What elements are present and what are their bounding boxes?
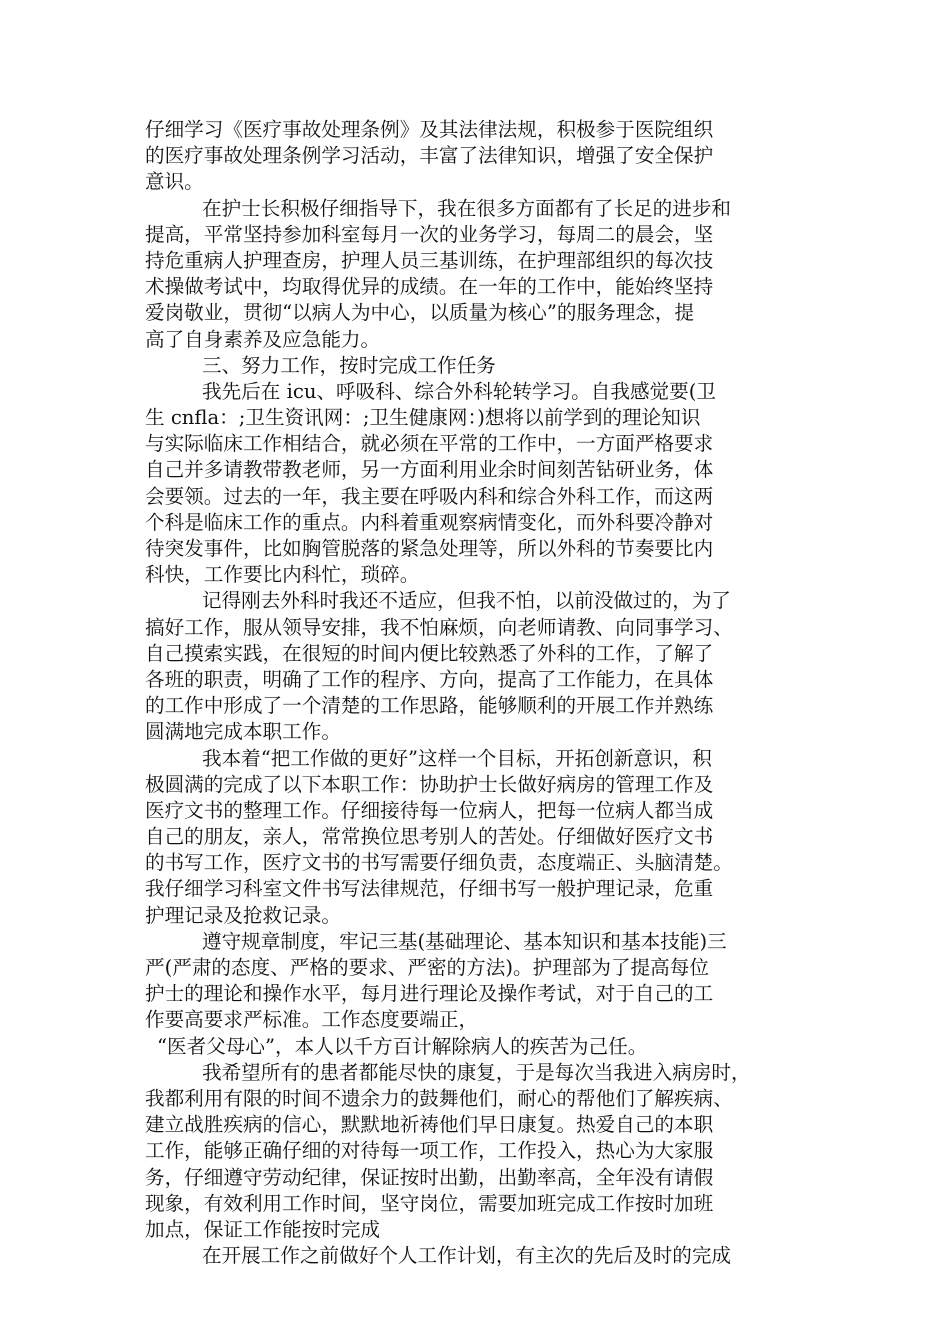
text-line: 建立战胜疾病的信心，默默地祈祷他们早日康复。热爱自己的本职 <box>145 1113 714 1137</box>
text-line: 作要高要求严标准。工作态度要端正， <box>145 1008 479 1032</box>
text-line: “医者父母心”，本人以千方百计解除病人的疾苦为己任。 <box>157 1034 648 1058</box>
text-line: 自己摸索实践，在很短的时间内便比较熟悉了外科的工作，了解了 <box>145 641 714 665</box>
text-line: 我仔细学习科室文件书写法律规范，仔细书写一般护理记录，危重 <box>145 877 714 901</box>
text-line: 自己并多请教带教老师，另一方面利用业余时间刻苦钻研业务，体 <box>145 458 714 482</box>
text-line: 我先后在 icu、呼吸科、综合外科轮转学习。自我感觉要(卫 <box>202 379 716 403</box>
text-line: 我本着“把工作做的更好”这样一个目标，开拓创新意识，积 <box>202 746 712 770</box>
text-line: 三、努力工作，按时完成工作任务 <box>202 353 496 377</box>
text-line: 爱岗敬业，贯彻“以病人为中心，以质量为核心”的服务理念，提 <box>145 301 695 325</box>
text-line: 我都利用有限的时间不遗余力的鼓舞他们，耐心的帮他们了解疾病、 <box>145 1086 733 1110</box>
text-line: 医疗文书的整理工作。仔细接待每一位病人，把每一位病人都当成 <box>145 798 714 822</box>
text-line: 护理记录及抢救记录。 <box>145 903 341 927</box>
text-line: 科快，工作要比内科忙，琐碎。 <box>145 563 420 587</box>
text-line: 的书写工作，医疗文书的书写需要仔细负责，态度端正、头脑清楚。 <box>145 851 733 875</box>
text-line: 生 cnfla：;卫生资讯网：;卫生健康网：)想将以前学到的理论知识 <box>145 406 701 430</box>
text-line: 意识。 <box>145 170 204 194</box>
text-line: 持危重病人护理查房，护理人员三基训练，在护理部组织的每次技 <box>145 248 714 272</box>
text-line: 现象，有效利用工作时间，坚守岗位，需要加班完成工作按时加班 <box>145 1191 714 1215</box>
text-line: 极圆满的完成了以下本职工作：协助护士长做好病房的管理工作及 <box>145 772 714 796</box>
text-line: 遵守规章制度，牢记三基(基础理论、基本知识和基本技能)三 <box>202 929 727 953</box>
text-line: 严(严肃的态度、严格的要求、严密的方法)。护理部为了提高每位 <box>145 956 709 979</box>
text-line: 圆满地完成本职工作。 <box>145 720 341 744</box>
text-line: 提高，平常坚持参加科室每月一次的业务学习，每周二的晨会，坚 <box>145 222 714 246</box>
text-line: 我希望所有的患者都能尽快的康复，于是每次当我进入病房时， <box>202 1060 751 1084</box>
text-line: 术操做考试中，均取得优异的成绩。在一年的工作中，能始终坚持 <box>145 275 714 299</box>
document-page <box>145 117 805 1269</box>
text-line: 会要领。过去的一年，我主要在呼吸内科和综合外科工作，而这两 <box>145 484 714 508</box>
text-line: 搞好工作，服从领导安排，我不怕麻烦，向老师请教、向同事学习、 <box>145 615 733 639</box>
text-line: 高了自身素养及应急能力。 <box>145 327 381 351</box>
text-line: 护士的理论和操作水平，每月进行理论及操作考试，对于自己的工 <box>145 982 714 1006</box>
text-line: 的工作中形成了一个清楚的工作思路，能够顺利的开展工作并熟练 <box>145 694 714 718</box>
text-line: 个科是临床工作的重点。内科着重观察病情变化，而外科要冷静对 <box>145 510 714 534</box>
text-line: 在开展工作之前做好个人工作计划，有主次的先后及时的完成 <box>202 1244 732 1268</box>
text-line: 待突发事件，比如胸管脱落的紧急处理等，所以外科的节奏要比内 <box>145 537 714 560</box>
text-line: 工作，能够正确仔细的对待每一项工作，工作投入，热心为大家服 <box>145 1139 714 1163</box>
text-line: 务，仔细遵守劳动纪律，保证按时出勤，出勤率高，全年没有请假 <box>145 1165 714 1189</box>
text-line: 的医疗事故处理条例学习活动，丰富了法律知识，增强了安全保护 <box>145 144 714 168</box>
text-line: 各班的职责，明确了工作的程序、方向，提高了工作能力，在具体 <box>145 667 714 691</box>
text-line: 加点，保证工作能按时完成 <box>145 1217 381 1241</box>
text-line: 记得刚去外科时我还不适应，但我不怕，以前没做过的，为了 <box>202 589 732 613</box>
text-line: 在护士长积极仔细指导下，我在很多方面都有了长足的进步和 <box>202 196 732 220</box>
text-line: 与实际临床工作相结合，就必须在平常的工作中，一方面严格要求 <box>145 432 714 456</box>
text-line: 自己的朋友，亲人，常常换位思考别人的苦处。仔细做好医疗文书 <box>145 825 714 849</box>
text-line: 仔细学习《医疗事故处理条例》及其法律法规，积极参于医院组织 <box>145 118 714 141</box>
